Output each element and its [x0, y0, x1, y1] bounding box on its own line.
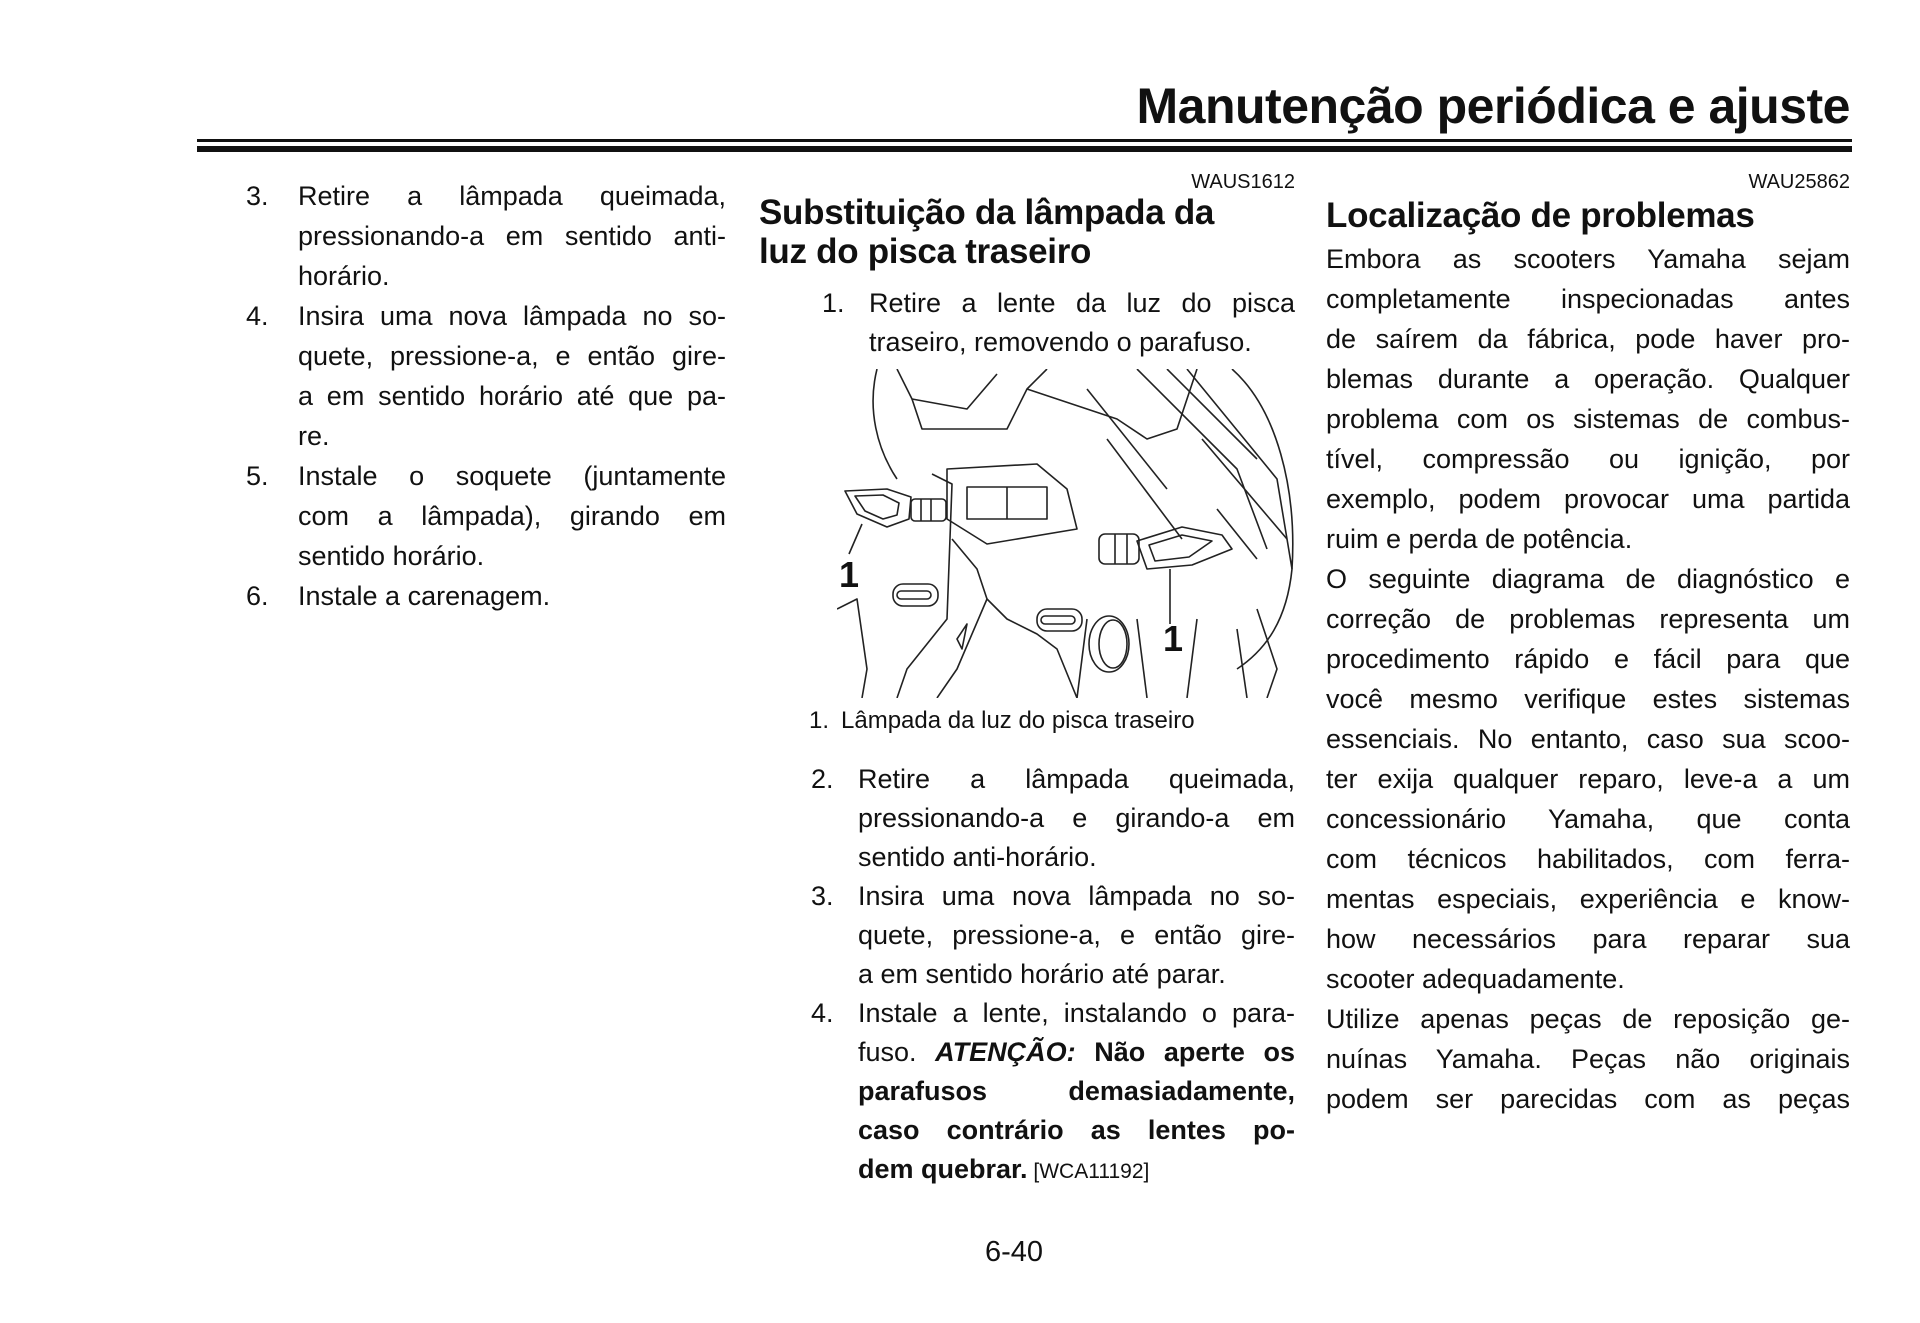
text-line: sentido horário. [298, 541, 485, 571]
text-line: Retire a lâmpada queimada, [858, 764, 1295, 794]
text-line: a em sentido horário até que pa- [298, 381, 726, 411]
text-line: nuínas Yamaha. Peças não originais [1326, 1044, 1850, 1074]
paragraph [1326, 239, 1850, 559]
section-heading [759, 193, 1295, 271]
callout-label: 1 [839, 554, 860, 595]
emphasis-text: dem quebrar. [858, 1154, 1028, 1184]
text-line: ruim e perda de potência. [1326, 524, 1633, 554]
text-line: pressionando-a em sentido anti- [298, 221, 726, 251]
page-number: 6-40 [985, 1236, 1044, 1268]
section-heading: Localização de problemas [1326, 196, 1755, 235]
text-line: Utilize apenas peças de reposição ge- [1326, 1004, 1850, 1034]
text-line: Instale o soquete (juntamente [298, 461, 726, 491]
text-line: completamente inspecionadas antes [1326, 284, 1850, 314]
figure-caption [809, 706, 1195, 736]
text-line: Embora as scooters Yamaha sejam [1326, 244, 1850, 274]
text-line: tível, compressão ou ignição, por [1326, 444, 1850, 474]
text-line: concessionário Yamaha, que conta [1326, 804, 1850, 834]
text-line: Instale a carenagem. [298, 581, 551, 611]
section-code: WAU25862 [1748, 171, 1850, 193]
chapter-title: Manutenção periódica e ajuste [1136, 78, 1850, 134]
emphasis-text: ATENÇÃO: [935, 1037, 1076, 1067]
text-line: correção de problemas representa um [1326, 604, 1850, 634]
text-line: quete, pressione-a, e então gire- [298, 341, 726, 371]
text-line: quete, pressione-a, e então gire- [858, 920, 1295, 950]
text-line: essenciais. No entanto, caso sua scoo- [1326, 724, 1850, 754]
step-number: 3. [811, 881, 834, 911]
text-line: ter exija qualquer reparo, leve-a a um [1326, 764, 1850, 794]
step-number: 5. [246, 461, 269, 491]
step-number: 4. [246, 301, 269, 331]
callout-label: 1 [1163, 618, 1184, 659]
caption-text: Lâmpada da luz do pisca traseiro [841, 707, 1195, 734]
header-rule-thin [197, 139, 1852, 142]
text-line: blemas durante a operação. Qualquer [1326, 364, 1850, 394]
heading-line: Substituição da lâmpada da [759, 193, 1215, 232]
text-line: você mesmo verifique estes sistemas [1326, 684, 1850, 714]
text-line [858, 1033, 1295, 1072]
step-number: 6. [246, 581, 269, 611]
text-line: procedimento rápido e fácil para que [1326, 644, 1850, 674]
left-column [246, 176, 726, 616]
list-item [246, 576, 726, 616]
text-line: Retire a lente da luz do pisca [869, 288, 1295, 318]
right-column [1326, 171, 1850, 1119]
text-segment: fuso. [858, 1037, 936, 1067]
paragraph [1326, 559, 1850, 999]
header-rule-thick [197, 146, 1852, 152]
list-item [759, 760, 1295, 877]
text-line: Insira uma nova lâmpada no so- [298, 301, 726, 331]
text-line: com técnicos habilitados, com ferra- [1326, 844, 1850, 874]
text-line [858, 1150, 1295, 1191]
caption-number: 1. [809, 707, 830, 734]
text-line: traseiro, removendo o parafuso. [869, 327, 1252, 357]
warning-code: [WCA11192] [1027, 1160, 1150, 1183]
text-line: Instale a lente, instalando o para- [858, 998, 1295, 1028]
list-item [759, 994, 1295, 1191]
section-code: WAUS1612 [1191, 171, 1295, 193]
text-line: Insira uma nova lâmpada no so- [858, 881, 1295, 911]
list-item [759, 877, 1295, 994]
list-item [246, 296, 726, 456]
text-line: exemplo, podem provocar uma partida [1326, 484, 1850, 514]
text-line: sentido anti-horário. [858, 842, 1097, 872]
step-number: 3. [246, 181, 269, 211]
step-number: 4. [811, 998, 834, 1028]
text-line: horário. [298, 261, 390, 291]
text-line [858, 1072, 1295, 1111]
list-item [246, 456, 726, 576]
section-body [1326, 239, 1850, 1119]
text-line: how necessários para reparar sua [1326, 924, 1850, 954]
text-line: O seguinte diagrama de diagnóstico e [1326, 564, 1850, 594]
step-list-bottom [759, 760, 1295, 1191]
text-line: problema com os sistemas de combus- [1326, 404, 1850, 434]
step-list [246, 176, 726, 616]
list-item [246, 176, 726, 296]
step-number: 1. [822, 288, 845, 318]
emphasis-text: caso contrário as lentes po- [858, 1115, 1295, 1145]
text-line: pressionando-a e girando-a em [858, 803, 1295, 833]
text-line: scooter adequadamente. [1326, 964, 1625, 994]
text-line: a em sentido horário até parar. [858, 959, 1226, 989]
text-line: mentas especiais, experiência e know- [1326, 884, 1850, 914]
heading-line: luz do pisca traseiro [759, 232, 1092, 271]
step-number: 2. [811, 764, 834, 794]
step-list-top [770, 284, 1295, 362]
text-line: podem ser parecidas com as peças [1326, 1084, 1850, 1114]
list-item [770, 284, 1295, 362]
text-line: de saírem da fábrica, pode haver pro- [1326, 324, 1850, 354]
middle-column [759, 171, 1295, 1184]
text-line: Retire a lâmpada queimada, [298, 181, 726, 211]
text-line: re. [298, 421, 330, 451]
turn-signal-illustration [837, 369, 1298, 698]
paragraph [1326, 999, 1850, 1119]
emphasis-text: Não aperte os [1075, 1037, 1295, 1067]
text-line [858, 1111, 1295, 1150]
text-line: com a lâmpada), girando em [298, 501, 726, 531]
emphasis-text: parafusos demasiadamente, [858, 1076, 1295, 1106]
